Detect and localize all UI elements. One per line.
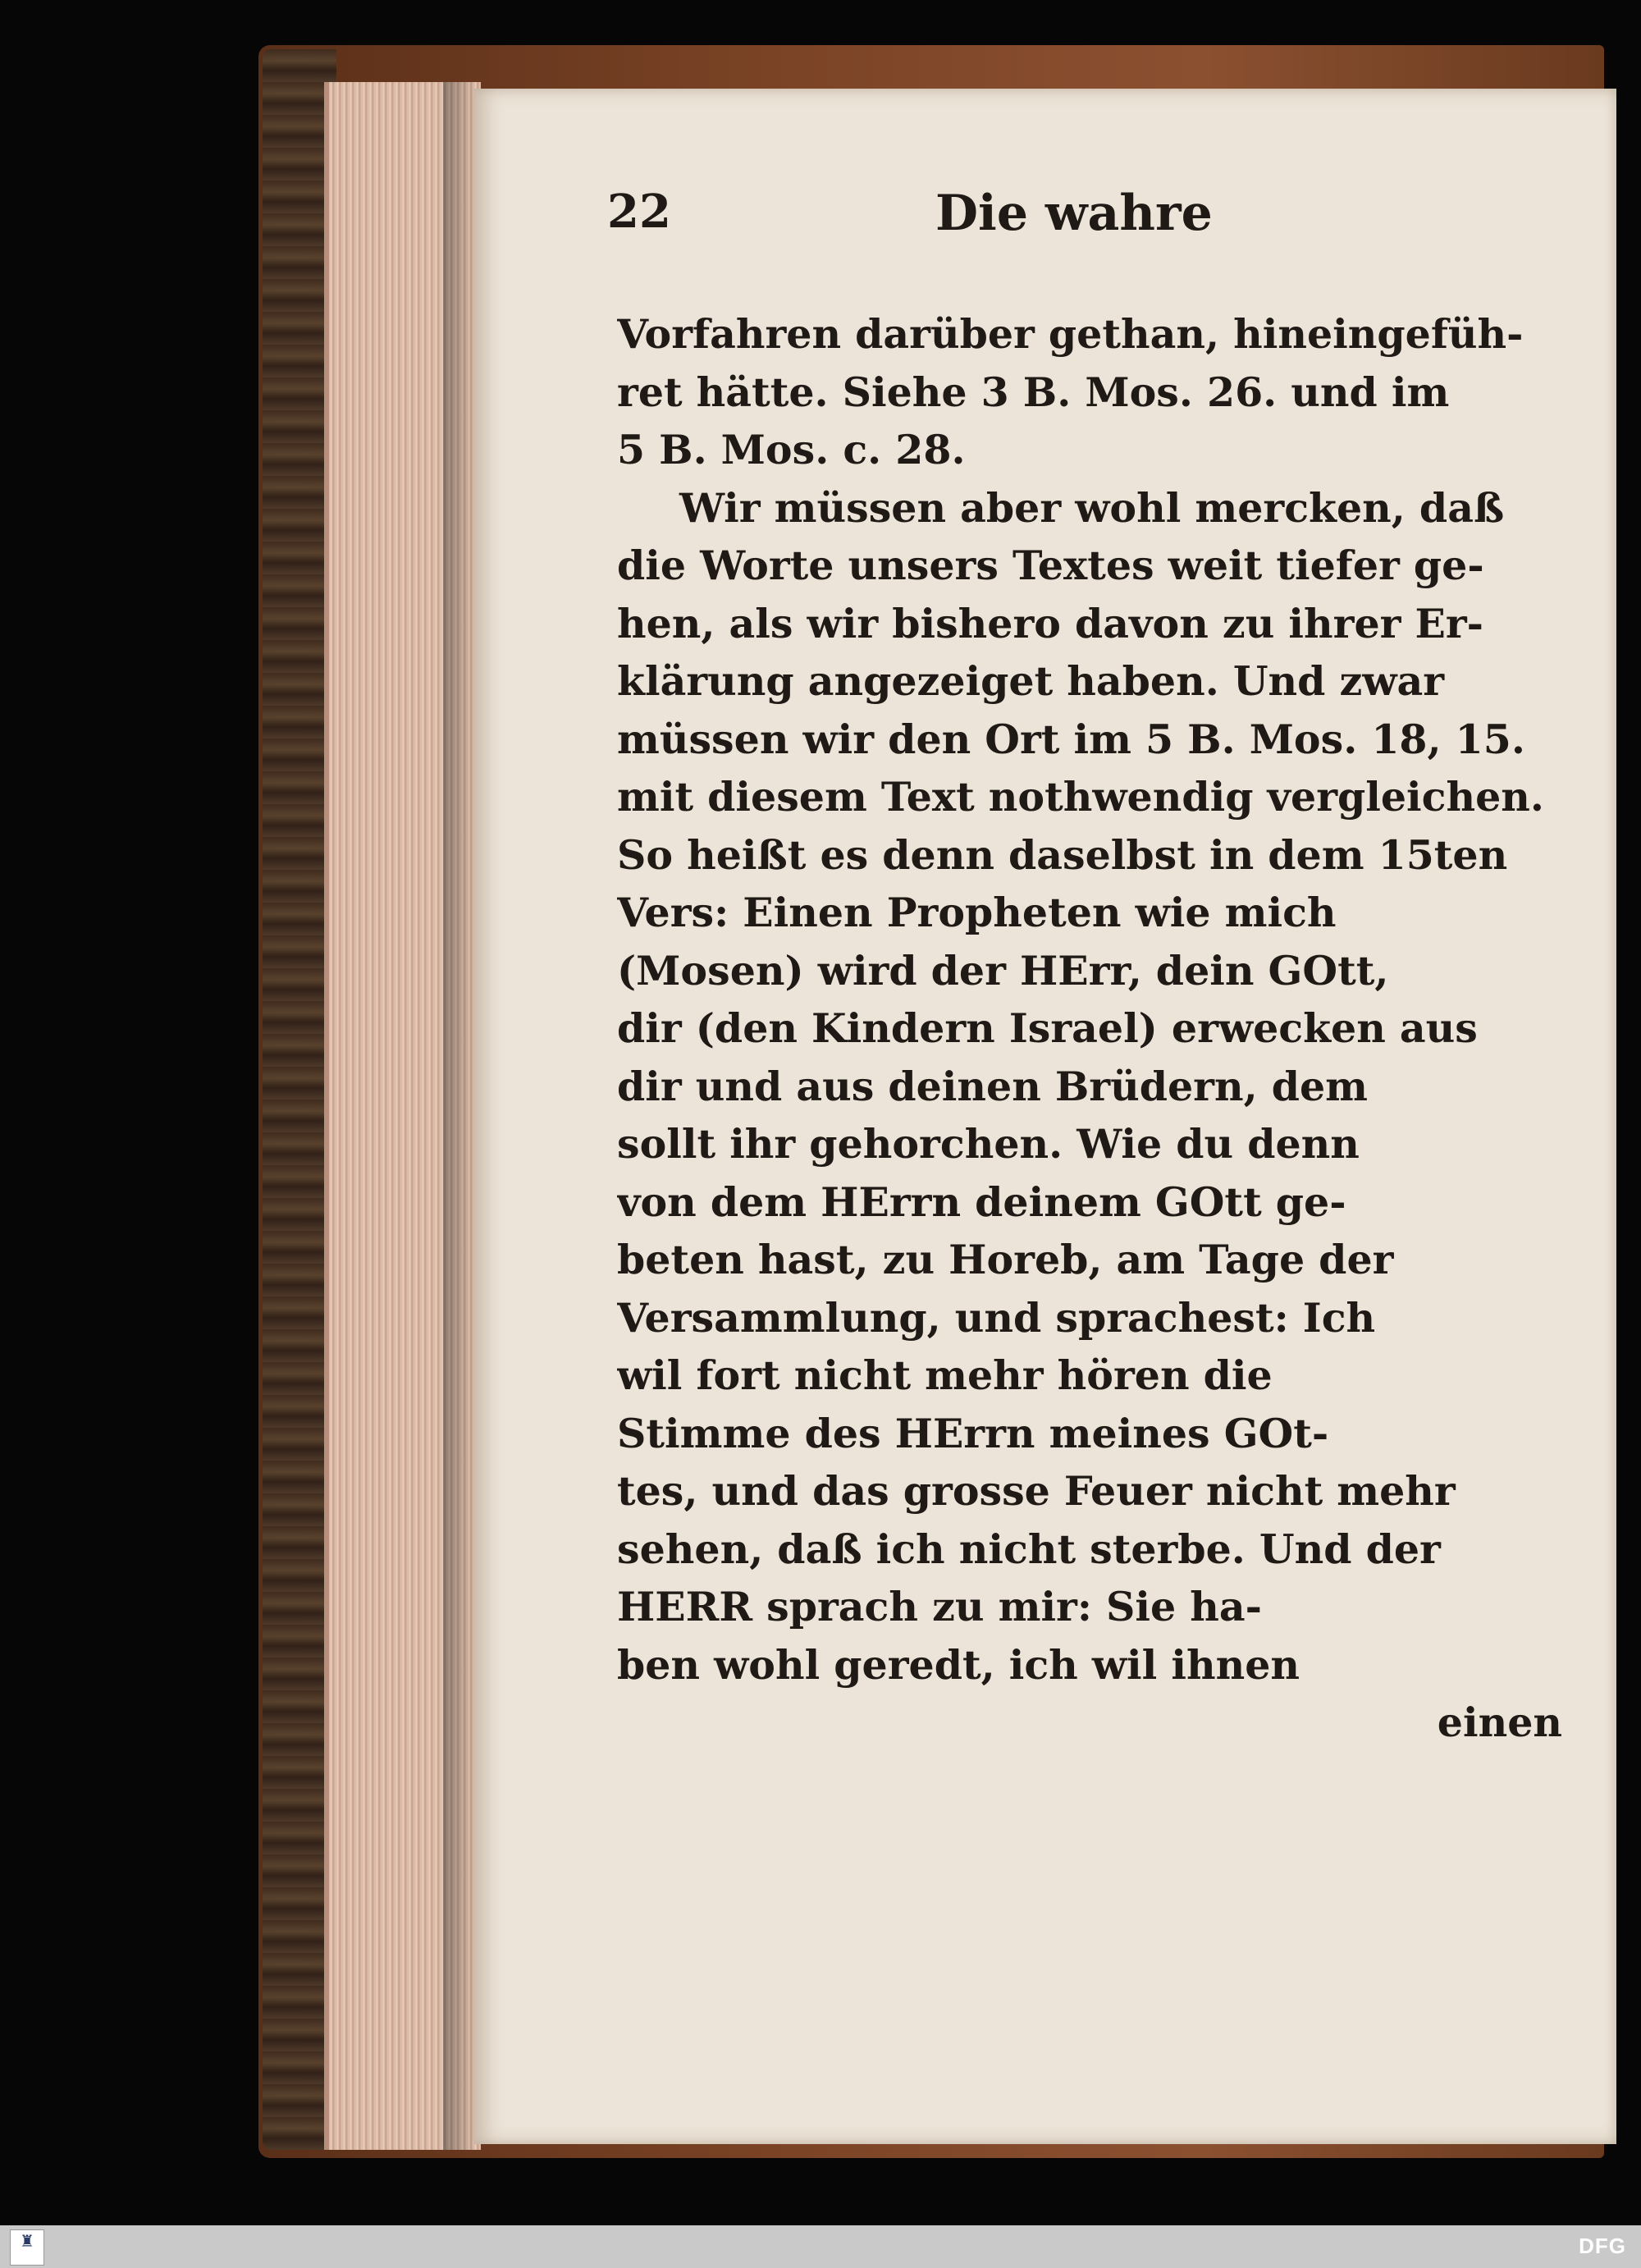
text-line: Vorfahren darüber gethan, hineingefüh- xyxy=(617,310,1524,358)
text-line: mit diesem Text nothwendig vergleichen. xyxy=(617,773,1544,821)
text-line: Wir müssen aber wohl mercken, daß xyxy=(679,483,1505,532)
text-line: müssen wir den Ort im 5 B. Mos. 18, 15. xyxy=(617,715,1525,763)
page-gutter-shadow xyxy=(443,82,476,2150)
page-header xyxy=(607,185,1247,250)
text-line: Vers: Einen Propheten wie mich xyxy=(617,889,1337,936)
text-line: wil fort nicht mehr hören die xyxy=(617,1351,1273,1399)
text-line: ret hätte. Siehe 3 B. Mos. 26. und im xyxy=(617,368,1450,416)
library-logo[interactable] xyxy=(10,2229,44,2266)
library-emblem-icon: ♜ xyxy=(20,2231,34,2251)
page-number: 22 xyxy=(607,185,671,239)
text-line: von dem HErrn deinem GOtt ge- xyxy=(617,1177,1346,1226)
dfg-logo[interactable]: DFG xyxy=(1579,2234,1626,2258)
text-line: dir (den Kindern Israel) erwecken aus xyxy=(617,1004,1478,1052)
text-line: ben wohl geredt, ich wil ihnen xyxy=(617,1640,1300,1689)
text-line: Stimme des HErrn meines GOt- xyxy=(617,1409,1329,1457)
text-line: tes, und das grosse Feuer nicht mehr xyxy=(617,1467,1456,1515)
text-line: hen, als wir bishero davon zu ihrer Er- xyxy=(617,599,1484,647)
text-line: (Mosen) wird der HErr, dein GOtt, xyxy=(617,946,1389,995)
text-line: dir und aus deinen Brüdern, dem xyxy=(617,1062,1369,1110)
text-line: beten hast, zu Horeb, am Tage der xyxy=(617,1236,1394,1283)
text-line: die Worte unsers Textes weit tiefer ge- xyxy=(617,542,1484,589)
viewer-footer-bar xyxy=(0,2225,1641,2268)
text-line: So heißt es denn daselbst in dem 15ten xyxy=(617,830,1508,879)
catchword: einen xyxy=(1437,1699,1562,1746)
text-line: HERR sprach zu mir: Sie ha- xyxy=(617,1583,1262,1630)
running-title: Die wahre xyxy=(935,185,1213,242)
text-line: sollt ihr gehorchen. Wie du denn xyxy=(617,1120,1360,1168)
text-line: klärung angezeiget haben. Und zwar xyxy=(617,657,1445,705)
text-line: Versammlung, und sprachest: Ich xyxy=(617,1293,1376,1342)
text-line: 5 B. Mos. c. 28. xyxy=(617,426,966,473)
page-body-text xyxy=(617,305,1562,1752)
text-line: sehen, daß ich nicht sterbe. Und der xyxy=(617,1525,1441,1573)
